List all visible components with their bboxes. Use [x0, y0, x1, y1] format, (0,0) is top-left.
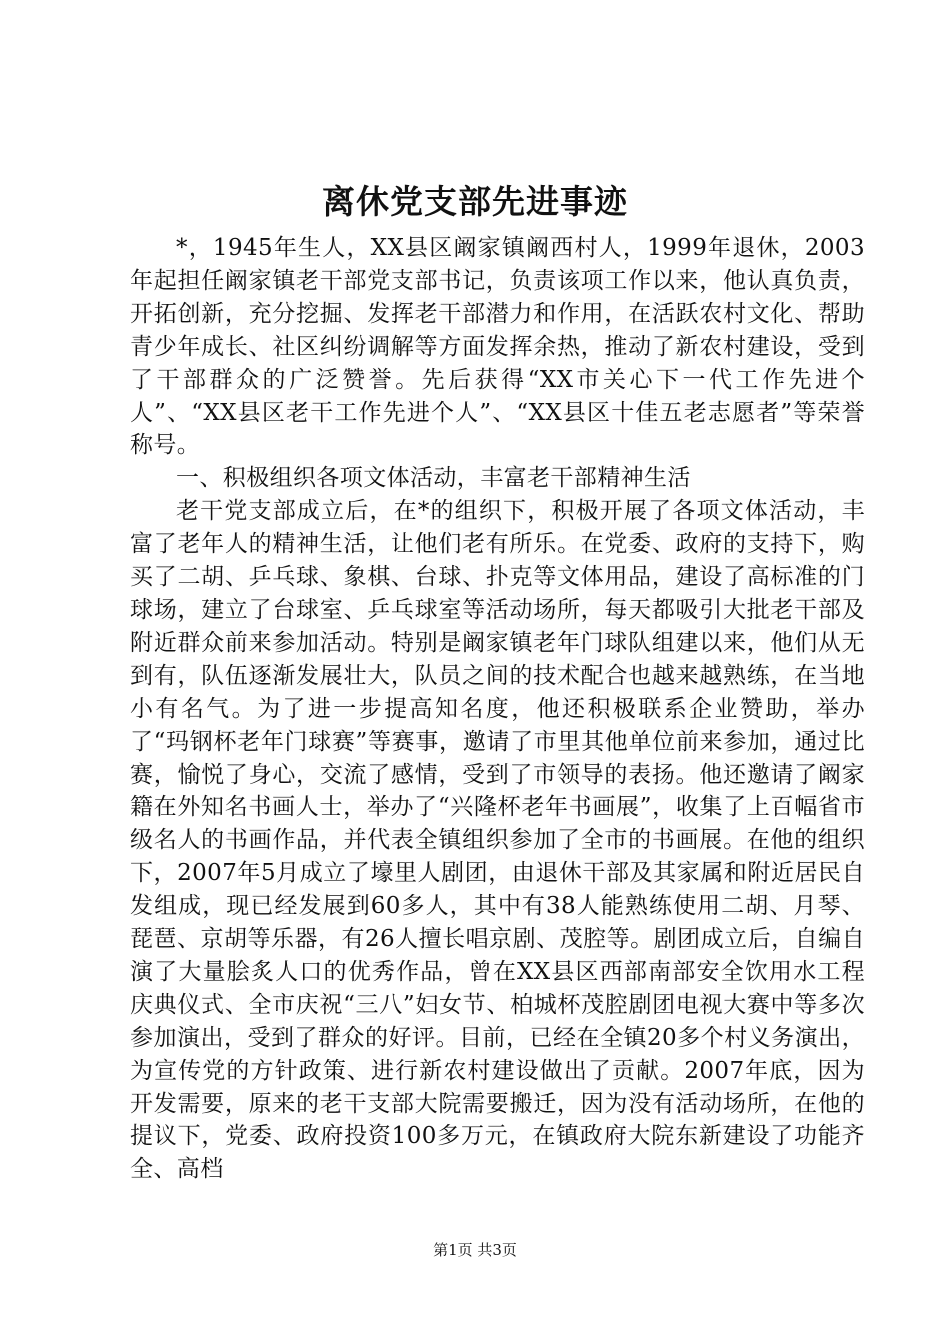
document-title: 离休党支部先进事迹 [322, 182, 628, 221]
intro-paragraph: *，1945年生人，XX县区阚家镇阚西村人，1999年退休，2003年起担任阚家镇老干部党支部书记，负责该项工作以来，他认真负责，开拓创新，充分挖掘、发挥老干部潜力和作用，在活跃农村文化、帮助青少年成长、社区纠纷调解等方面发挥余热，推动了新农村建设，受到了干部群众的广泛赞誉。先后获得“XX市关心下一代工作先进个人”、“XX县区老干工作先进个人”、“XX县区十佳五老志愿者”等荣誉称号。 [130, 235, 865, 459]
section-heading: 一、积极组织各项文体活动，丰富老干部精神生活 [176, 465, 691, 492]
page-number-footer: 第1页 共3页 [433, 1241, 517, 1259]
body-paragraph: 老干党支部成立后，在*的组织下，积极开展了各项文体活动，丰富了老年人的精神生活，让他们老有所乐。在党委、政府的支持下，购买了二胡、乒乓球、象棋、台球、扑克等文体用品，建设了高标准的门球场，建立了台球室、乒乓球室等活动场所，每天都吸引大批老干部及附近群众前来参加活动。特别是阚家镇老年门球队组建以来，他们从无到有，队伍逐渐发展壮大，队员之间的技术配合也越来越熟练，在当地小有名气。为了进一步提高知名度，他还积极联系企业赞助，举办了“玛钢杯老年门球赛”等赛事，邀请了市里其他单位前来参加，通过比赛，愉悦了身心，交流了感情，受到了市领导的表扬。他还邀请了阚家籍在外知名书画人士，举办了“兴隆杯老年书画展”，收集了上百幅省市级名人的书画作品，并代表全镇组织参加了全市的书画展。在他的组织下，2007年5月成立了壕里人剧团，由退休干部及其家属和附近居民自发组成，现已经发展到60多人，其中有38人能熟练使用二胡、月琴、琵琶、京胡等乐器，有26人擅长唱京剧、茂腔等。剧团成立后，自编自演了大量脍炙人口的优秀作品，曾在XX县区西部南部安全饮用水工程庆典仪式、全市庆祝“三八”妇女节、柏城杯茂腔剧团电视大赛中等多次参加演出，受到了群众的好评。目前，已经在全镇20多个村义务演出，为宣传党的方针政策、进行新农村建设做出了贡献。2007年底，因为开发需要，原来的老干支部大院需要搬迁，因为没有活动场所，在他的提议下，党委、政府投资100多万元，在镇政府大院东新建设了功能齐全、高档 [130, 498, 865, 1183]
document-body [130, 232, 865, 1186]
